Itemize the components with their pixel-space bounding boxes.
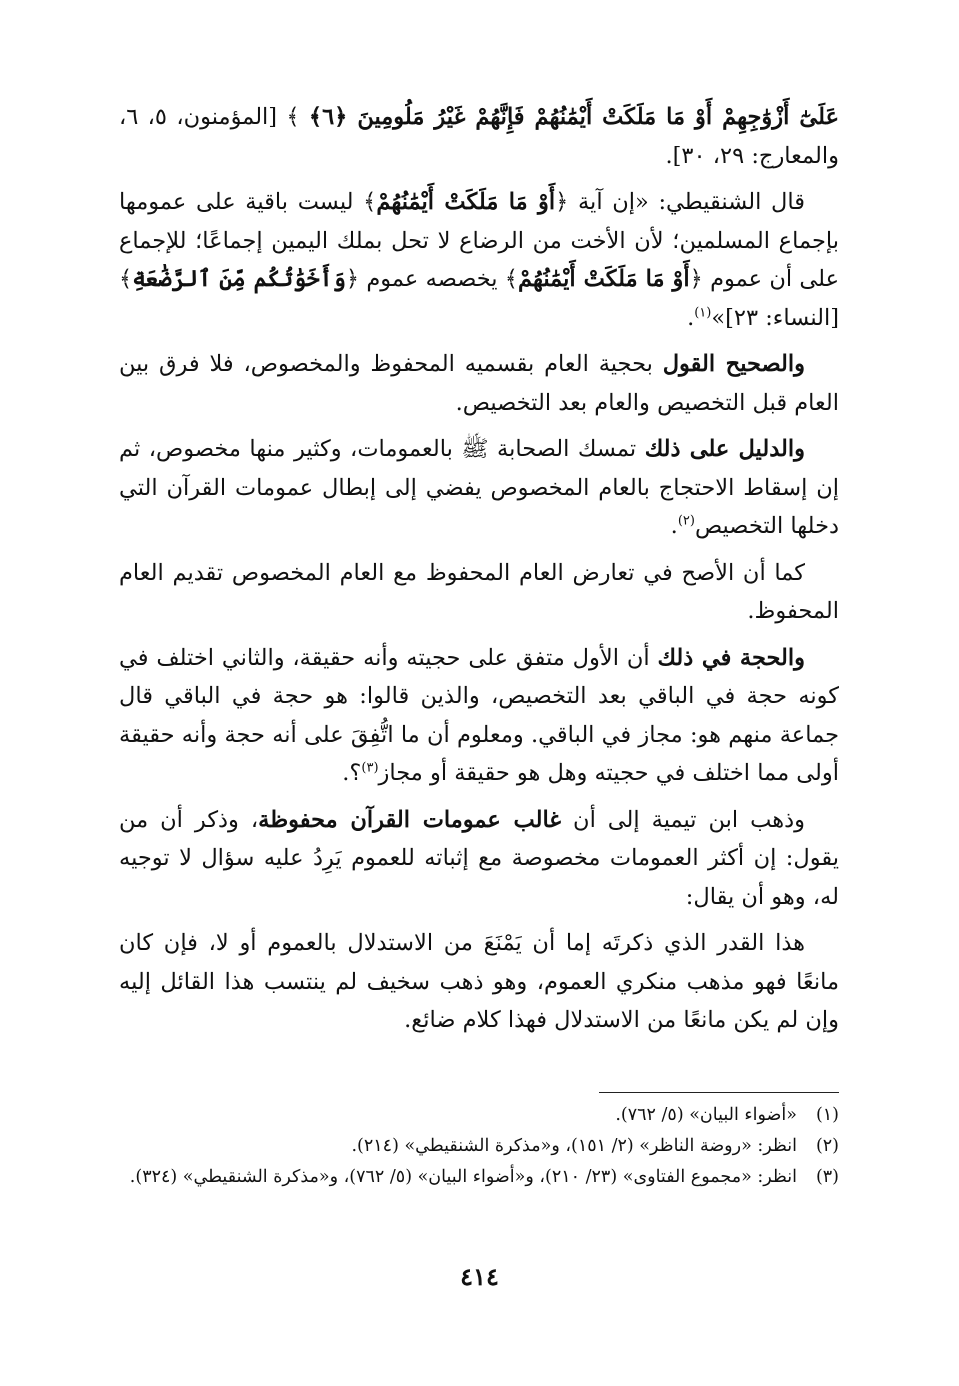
quran-verse: أَوْ مَا مَلَكَتْ أَيْمَٰنُهُمْ (376, 189, 556, 215)
quran-verse: وَأَخَوَٰتُكُم مِّنَ ٱلرَّضَٰعَةِ (132, 266, 346, 292)
lead-phrase: والحجة في ذلك (657, 644, 805, 671)
footnote-item (119, 1131, 839, 1162)
footnote-marker[interactable]: (٣) (361, 760, 379, 776)
quran-verse: أَوْ مَا مَلَكَتْ أَيْمَٰنُهُمْ (517, 266, 690, 292)
footnote-number: (١) (815, 1105, 839, 1125)
lead-phrase: والصحيح القول (662, 351, 805, 377)
paragraph-6 (119, 639, 839, 793)
paragraph-1 (119, 98, 839, 175)
text: . (687, 304, 695, 331)
footnote-divider (599, 1092, 839, 1093)
page-number: ٤١٤ (460, 1262, 499, 1291)
bold-phrase: غالب عمومات القرآن محفوظة (258, 806, 562, 833)
paragraph-2 (119, 183, 839, 337)
paragraph-4 (119, 430, 839, 546)
footnote-marker[interactable]: (٢) (677, 513, 695, 529)
footnote-item (119, 1100, 839, 1131)
text: بحجية العام بقسميه المحفوظ والمخصوص، فلا فرق بين العام قبل التخصيص والعام بعد التخصيص. (119, 351, 839, 416)
text: تمسك الصحابة ﷺ بالعمومات، وكثير منها مخصوص، ثم إن إسقاط الاحتجاج بالعام المخصوص يفضي إلى إبطال عمومات القرآن التي دخلها التخصيص (119, 436, 839, 539)
paragraph-7 (119, 801, 839, 917)
text: ؟. (342, 760, 362, 786)
text: ﴾ [النساء: ٢٣]» (119, 266, 839, 331)
text: ﴾ ليست باقية على عمومها بإجماع المسلمين؛ لأن الأخت من الرضاع لا تحل بملك اليمين إجماعًا؛ للإجماع على أن عموم ﴿ (119, 189, 840, 292)
footnote-marker[interactable]: (١) (694, 305, 712, 320)
paragraph-3 (119, 345, 839, 422)
footnote-text: انظر: «روضة الناظر» (٢/ ١٥١)، و«مذكرة الشنقيطي» (٢١٤). (351, 1136, 797, 1156)
lead-phrase: والدليل على ذلك (644, 436, 805, 462)
footnote-text: انظر: «مجموع الفتاوى» (٢٣/ ٢١٠)، و«أضواء البيان» (٥/ ٧٦٢)، و«مذكرة الشنقيطي» (٣٢٤). (129, 1167, 797, 1187)
verse-reference: ﴾ [المؤمنون، ٥، ٦، والمعارج: ٢٩، ٣٠]. (119, 104, 839, 169)
footnote-number: (٢) (815, 1136, 839, 1156)
text: كما أن الأصح في تعارض العام المحفوظ مع العام المخصوص تقديم العام المحفوظ. (119, 559, 839, 624)
paragraph-8 (119, 924, 839, 1040)
quran-verse: عَلَىٰٓ أَزْوَٰجِهِمْ أَوْ مَا مَلَكَتْ أَيْمَٰنُهُمْ فَإِنَّهُمْ غَيْرُ مَلُومِينَ ﴿٦﴾ (308, 104, 839, 130)
text: . (670, 513, 678, 539)
main-text (119, 98, 839, 1048)
text: هذا القدر الذي ذكرتَه إما أن يَمْنَعَ من الاستدلال بالعموم أو لا، فإن كان مانعًا فهو مذهب منكري العموم، وهو ذهب سخيف لم ينتسب هذا القائل إليه وإن لم يكن مانعًا من الاستدلال فهذا كلام ضائع. (119, 930, 839, 1033)
text: ﴾ يخصصه عموم ﴿ (345, 266, 518, 292)
footnote-item (119, 1162, 839, 1193)
paragraph-5 (119, 554, 839, 631)
footnotes (119, 1100, 839, 1193)
text: ، وذكر أن من يقول: إن أكثر العمومات مخصوصة مع إثباته للعموم يَرِدُ عليه سؤال لا توجيه له، وهو أن يقال: (119, 806, 839, 910)
text: قال الشنقيطي: «إن آية ﴿ (555, 189, 806, 215)
text: وذهب ابن تيمية إلى أن (561, 806, 805, 833)
footnote-text: «أضواء البيان» (٥/ ٧٦٢). (615, 1105, 797, 1125)
text: أن الأول متفق على حجيته وأنه حقيقة، والثاني اختلف في كونه حجة في الباقي بعد التخصيص، والذين قالوا: هو حجة في الباقي قال جماعة منهم هو: مجاز في الباقي. ومعلوم أن ما اتُّفِقَ على أنه حجة وأنه حقيقة أولى مما اختلف في حجيته وهل هو حقيقة أو مجاز (119, 644, 839, 786)
footnote-number: (٣) (815, 1167, 839, 1187)
